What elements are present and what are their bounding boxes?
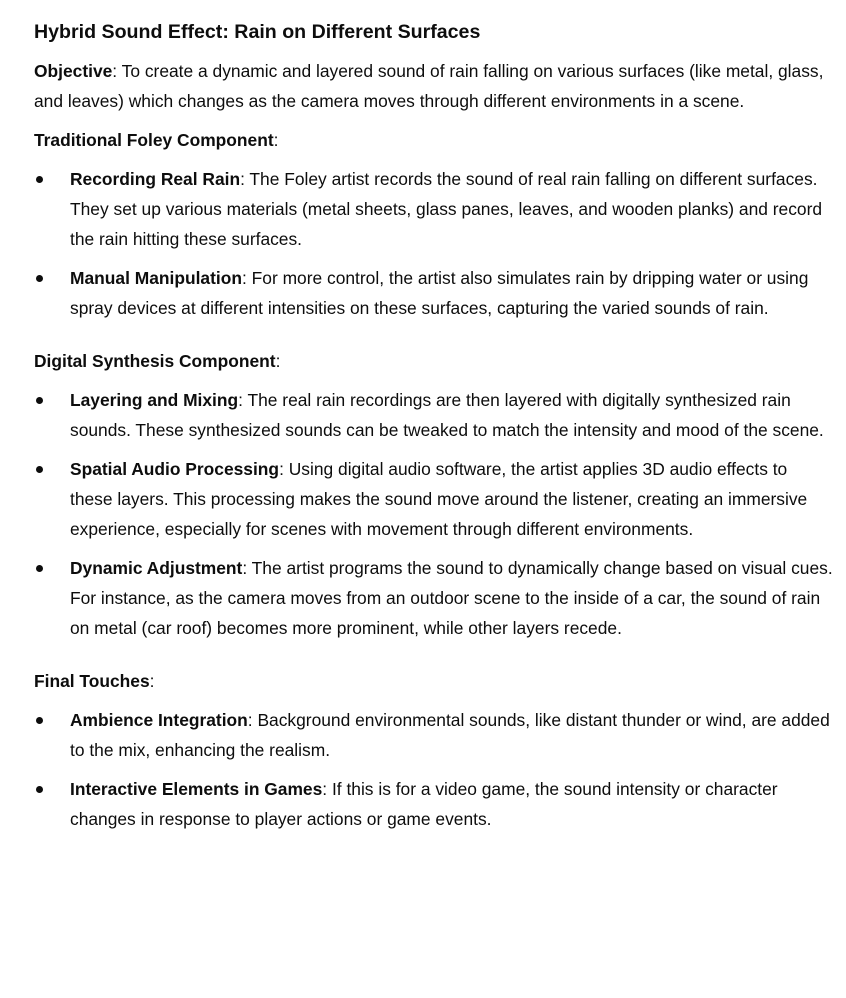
- list-item-text: : Using digital audio software, the artist applies 3D audio effects to these layers. This processing makes the sound move around the listener, creating an immersive experience, especially for scenes with movement through different environments.: [70, 459, 808, 539]
- section-heading-label: Digital Synthesis Component: [34, 351, 276, 371]
- objective-colon: :: [112, 61, 118, 81]
- section-heading-colon: :: [275, 351, 281, 371]
- section-heading-traditional-foley: [34, 125, 834, 155]
- bullet-icon: [36, 565, 43, 572]
- list-item: [34, 385, 834, 445]
- list-item-term: Dynamic Adjustment: [70, 558, 243, 578]
- list-item-term: Recording Real Rain: [70, 169, 241, 189]
- list-item-term: Layering and Mixing: [70, 390, 239, 410]
- list-item: [34, 164, 834, 254]
- list-item-text: : The real rain recordings are then layered with digitally synthesized rain sounds. These synthesized sounds can be tweaked to match the intensity and mood of the scene.: [70, 390, 824, 440]
- objective-paragraph: [34, 56, 834, 116]
- section-heading-label: Final Touches: [34, 671, 150, 691]
- section-heading-colon: :: [273, 130, 279, 150]
- bullet-icon: [36, 466, 43, 473]
- document-title: Hybrid Sound Effect: Rain on Different Surfaces: [34, 21, 481, 43]
- bullet-icon: [36, 786, 43, 793]
- list-item-text: : If this is for a video game, the sound intensity or character changes in response to player actions or game events.: [70, 779, 778, 829]
- list-item-text: : The Foley artist records the sound of real rain falling on different surfaces. They set up various materials (metal sheets, glass panes, leaves, and wooden planks) and record the rain hitting these surfaces.: [70, 169, 823, 249]
- list-item-text: : Background environmental sounds, like distant thunder or wind, are added to the mix, enhancing the realism.: [70, 710, 830, 760]
- bullet-list-final-touches: [34, 705, 834, 834]
- bullet-icon: [36, 717, 43, 724]
- section-heading-label: Traditional Foley Component: [34, 130, 274, 150]
- bullet-list-digital-synthesis: [34, 385, 834, 643]
- list-item-term: Spatial Audio Processing: [70, 459, 280, 479]
- list-item-text: : For more control, the artist also simulates rain by dripping water or using spray devices at different intensities on these surfaces, capturing the varied sounds of rain.: [70, 268, 809, 318]
- bullet-list-traditional-foley: [34, 164, 834, 323]
- bullet-icon: [36, 176, 43, 183]
- list-item-term: Manual Manipulation: [70, 268, 242, 288]
- objective-text: To create a dynamic and layered sound of rain falling on various surfaces (like metal, glass, and leaves) which changes as the camera moves through different environments in a scene.: [34, 61, 824, 111]
- list-item-text: : The artist programs the sound to dynamically change based on visual cues. For instance, as the camera moves from an outdoor scene to the inside of a car, the sound of rain on metal (car roof) becomes more prominent, while other layers recede.: [70, 558, 833, 638]
- list-item-term: Interactive Elements in Games: [70, 779, 323, 799]
- section-heading-final-touches: [34, 666, 834, 696]
- list-item-term: Ambience Integration: [70, 710, 248, 730]
- section-heading-digital-synthesis: [34, 346, 834, 376]
- list-item: [34, 454, 834, 544]
- bullet-icon: [36, 275, 43, 282]
- list-item: [34, 553, 834, 643]
- section-heading-colon: :: [149, 671, 155, 691]
- bullet-icon: [36, 397, 43, 404]
- list-item: [34, 705, 834, 765]
- list-item: [34, 774, 834, 834]
- objective-label: Objective: [34, 61, 113, 81]
- list-item: [34, 263, 834, 323]
